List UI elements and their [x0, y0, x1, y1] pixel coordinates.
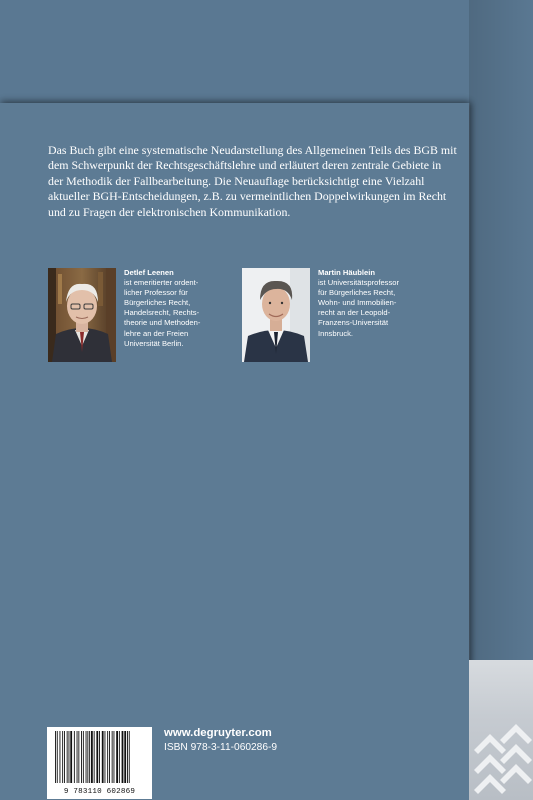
author-name: Detlef Leenen: [124, 268, 174, 277]
author-card-haeublein: [242, 268, 430, 362]
barcode-bars: [47, 727, 152, 787]
author-photo-leenen: [48, 268, 116, 362]
isbn-barcode: [47, 727, 152, 799]
book-blurb: Das Buch gibt eine systematische Neudarstellung des Allgemeinen Teils des BGB mit dem Schwerpunkt der Rechtsgeschäftslehre und erläutert deren zentrale Gebiete in der Methodik der Fallbearbeitung. Die Neuauflage berücksichtigt eine Vielzahl aktueller BGH-Entscheidungen, z.B. zu vermeintlichen Doppelwirkungen im Recht und zu Fragen der elektronischen Kommunikation.: [48, 143, 457, 219]
chevron-pattern-icon: [470, 690, 533, 800]
author-bio-leenen: [124, 268, 236, 362]
back-cover-panel: [0, 103, 469, 800]
publisher-website: www.degruyter.com: [164, 727, 272, 739]
author-bio-text: ist emeritierter ordent- licher Professor für Bürgerliches Recht, Handelsrecht, Rechts- theorie und Methoden- lehre an der Freien Universität Berlin.: [124, 278, 201, 348]
author-photo-haeublein: [242, 268, 310, 362]
author-bio-haeublein: [318, 268, 430, 362]
author-name: Martin Häublein: [318, 268, 375, 277]
author-bio-text: ist Universitätsprofessor für Bürgerliches Recht, Wohn- und Immobilien- recht an der Leopold- Franzens-Universität Innsbruck.: [318, 278, 400, 338]
barcode-digits: 9 783110 602869: [63, 788, 136, 796]
author-card-leenen: [48, 268, 236, 362]
isbn-number: ISBN 978-3-11-060286-9: [164, 742, 278, 753]
